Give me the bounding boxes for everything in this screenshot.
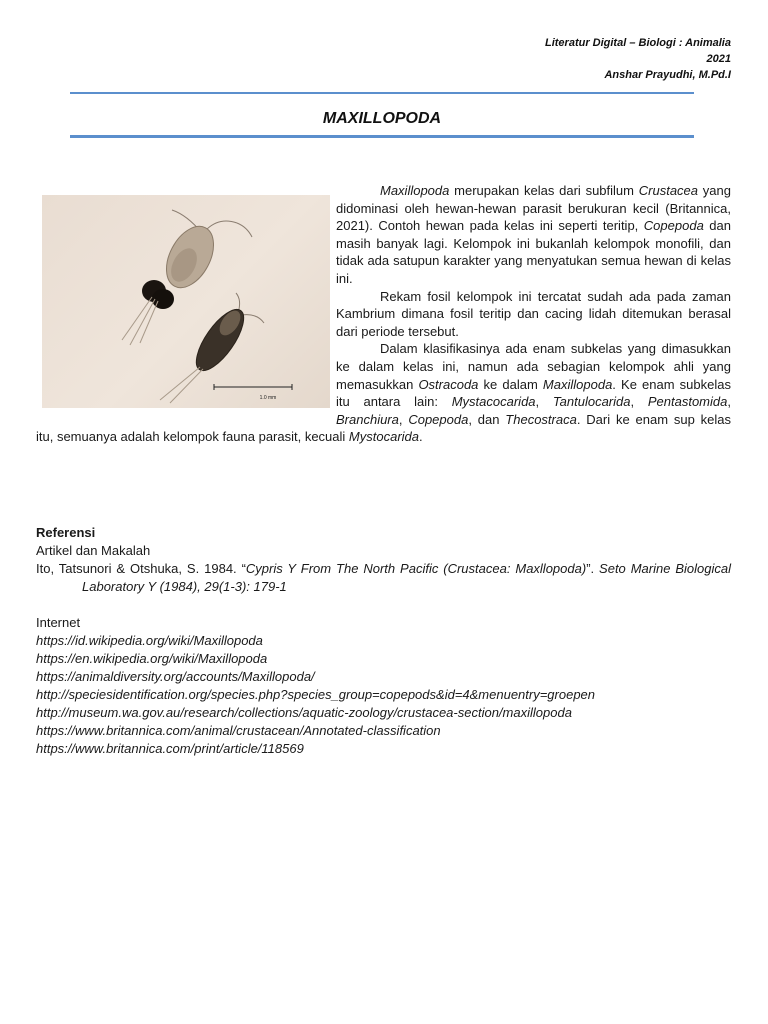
text-run: ”.: [586, 561, 600, 576]
text-run: . Ke enam subkelas itu antara lain:: [336, 376, 731, 410]
reference-link[interactable]: https://www.britannica.com/print/article/118569: [36, 741, 304, 756]
text-run: ,: [535, 394, 553, 410]
text-run: ke dalam: [478, 376, 543, 392]
italic-term: Seto Marine Biological Laboratory Y (1984), 29(1-3): 179-1: [82, 561, 731, 594]
italic-term: Copepoda: [643, 218, 704, 234]
references-section: [36, 524, 731, 758]
text-run: . Dari ke enam sup kelas itu, semuanya adalah kelompok fauna parasit, kecuali: [36, 411, 731, 445]
citation-entry: [36, 560, 731, 596]
figure-wrap-space: [36, 182, 336, 422]
text-run: dan masih banyak lagi. Kelompok ini bukanlah kelompok monofili, dan tidak ada satupun karakter yang menyatukan semua hewan di kelas ini.: [336, 218, 731, 286]
articles-heading: Artikel dan Makalah: [36, 543, 151, 558]
header-author: Anshar Prayudhi, M.Pd.I: [604, 69, 731, 81]
section-gap: [36, 596, 731, 614]
italic-term: Maxillopoda: [380, 183, 450, 198]
internet-heading: Internet: [36, 615, 81, 630]
scale-bar-label: 1.0 mm: [259, 395, 277, 401]
reference-link[interactable]: https://www.britannica.com/animal/crustacean/Annotated-classification: [36, 723, 441, 738]
italic-term: Ostracoda: [418, 376, 479, 392]
italic-term: Mystocarida: [348, 429, 419, 445]
title-rule-top: [70, 92, 694, 94]
italic-term: Thecostraca: [505, 411, 577, 427]
italic-term: Cypris Y From The North Pacific (Crustacea: Maxllopoda): [245, 561, 587, 576]
reference-link[interactable]: http://museum.wa.gov.au/research/collections/aquatic-zoology/crustacea-section/maxillopoda: [36, 705, 572, 720]
title-rule-bottom: [70, 135, 694, 138]
text-run: ,: [727, 394, 731, 410]
text-run: ,: [398, 411, 409, 427]
header-series: Literatur Digital – Biologi : Animalia: [544, 37, 731, 49]
text-run: yang didominasi oleh hewan-hewan parasit berukuran kecil (Britannica, 2021). Contoh hewan pada kelas ini seperti teritip,: [336, 183, 731, 234]
italic-term: Maxillopoda: [542, 376, 613, 392]
italic-term: Pentastomida: [647, 394, 728, 410]
text-run: , dan: [468, 411, 506, 427]
italic-term: Copepoda: [408, 411, 469, 427]
page-header: [545, 35, 731, 83]
body-text: [36, 182, 731, 446]
italic-term: Tantulocarida: [552, 394, 631, 410]
reference-link[interactable]: http://speciesidentification.org/species.php?species_group=copepods&id=4&menuentry=groepen: [36, 687, 596, 702]
text-run: Dalam klasifikasinya ada enam subkelas yang dimasukkan ke dalam kelas ini, namun ada sebagian kelompok ahli yang memasukkan: [336, 341, 731, 392]
text-run: merupakan kelas dari subfilum: [449, 183, 639, 198]
reference-link[interactable]: https://en.wikipedia.org/wiki/Maxillopoda: [36, 651, 268, 666]
italic-term: Branchiura: [336, 411, 399, 427]
text-run: .: [419, 429, 423, 445]
page-title: MAXILLOPODA: [322, 110, 442, 127]
italic-term: Mystacocarida: [451, 394, 536, 410]
text-run: ,: [630, 394, 648, 410]
header-year: 2021: [706, 53, 731, 65]
text-run: Ito, Tatsunori & Otshuka, S. 1984. “: [36, 561, 246, 576]
reference-link[interactable]: https://id.wikipedia.org/wiki/Maxillopoda: [36, 633, 263, 648]
references-heading: Referensi: [36, 525, 96, 540]
text-run: Rekam fosil kelompok ini tercatat sudah ada pada zaman Kambrium dimana fosil teritip dan cacing lidah ditemukan berasal dari periode tersebut.: [336, 288, 731, 339]
url-list: [36, 632, 731, 758]
reference-link[interactable]: https://animaldiversity.org/accounts/Maxillopoda/: [36, 669, 315, 684]
italic-term: Crustacea: [638, 183, 699, 198]
